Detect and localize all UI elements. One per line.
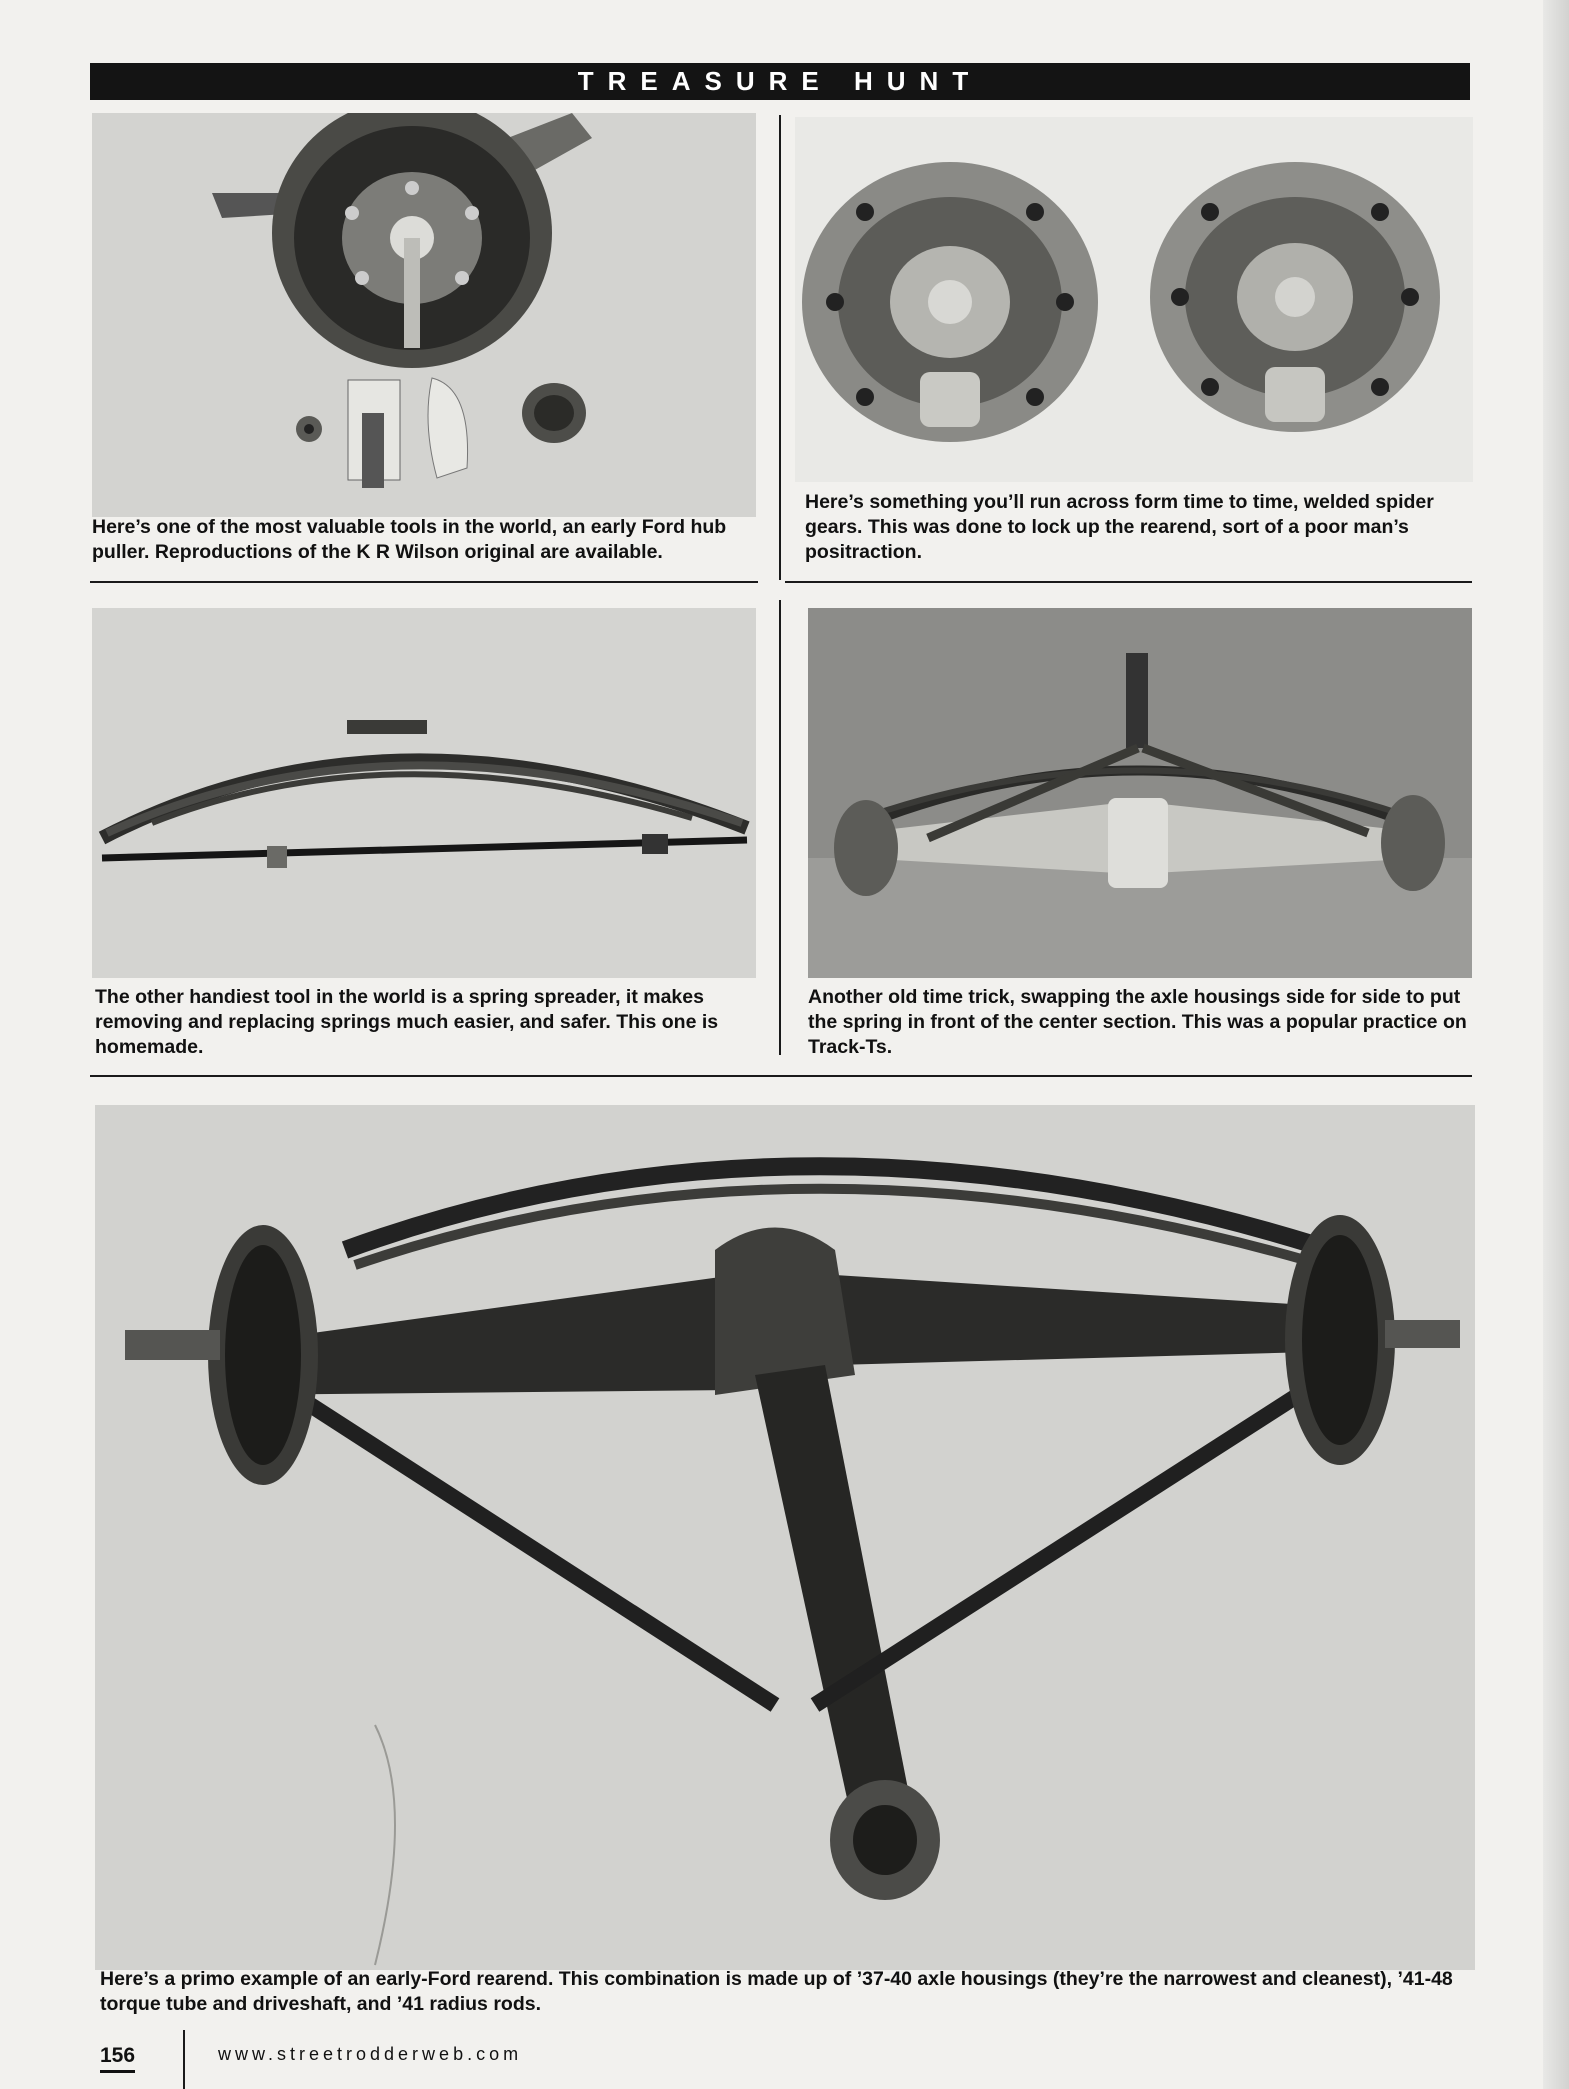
column-divider-row-1: [779, 115, 781, 580]
swapped-housings-illustration: [808, 608, 1472, 978]
divider-row-1-right: [785, 581, 1472, 583]
section-header: TREASURE HUNT: [90, 63, 1470, 100]
footer-divider: [183, 2030, 185, 2089]
photo-swapped-housings: [808, 608, 1472, 978]
photo-spider-gears: [795, 117, 1473, 482]
caption-spring-spreader: The other handiest tool in the world is a spring spreader, it makes removing and replacing springs much easier, and safer. This one is homemade.: [95, 986, 719, 1058]
photo-early-ford-rearend: [95, 1105, 1475, 1970]
column-divider-row-2: [779, 600, 781, 1055]
caption-spider-gears: Here’s something you’ll run across form time to time, welded spider gears. This was done to lock up the rearend, sort of a poor man’s positraction.: [805, 491, 1434, 563]
spider-gears-illustration: [795, 117, 1473, 482]
early-ford-rearend-illustration: [95, 1105, 1475, 1970]
photo-hub-puller: [92, 113, 756, 517]
page-edge-shadow: [1543, 0, 1569, 2089]
spring-spreader-illustration: [92, 608, 756, 978]
divider-row-2: [90, 1075, 1472, 1077]
caption-hub-puller: Here’s one of the most valuable tools in the world, an early Ford hub puller. Reproductions of the K R Wilson original are available.: [92, 516, 727, 563]
page-number: 156: [100, 2044, 135, 2073]
caption-early-ford-rearend: Here’s a primo example of an early-Ford rearend. This combination is made up of ’37-40 axle housings (they’re the narrowest and cleanest), ’41-48 torque tube and driveshaft, and ’41 radius rods.: [100, 1968, 1453, 2015]
hub-puller-illustration: [92, 113, 756, 517]
caption-swapped-housings: Another old time trick, swapping the axle housings side for side to put the spring in front of the center section. This was a popular practice on Track-Ts.: [808, 986, 1467, 1058]
divider-row-1-left: [90, 581, 758, 583]
footer-url[interactable]: www.streetrodderweb.com: [218, 2044, 523, 2064]
photo-spring-spreader: [92, 608, 756, 978]
